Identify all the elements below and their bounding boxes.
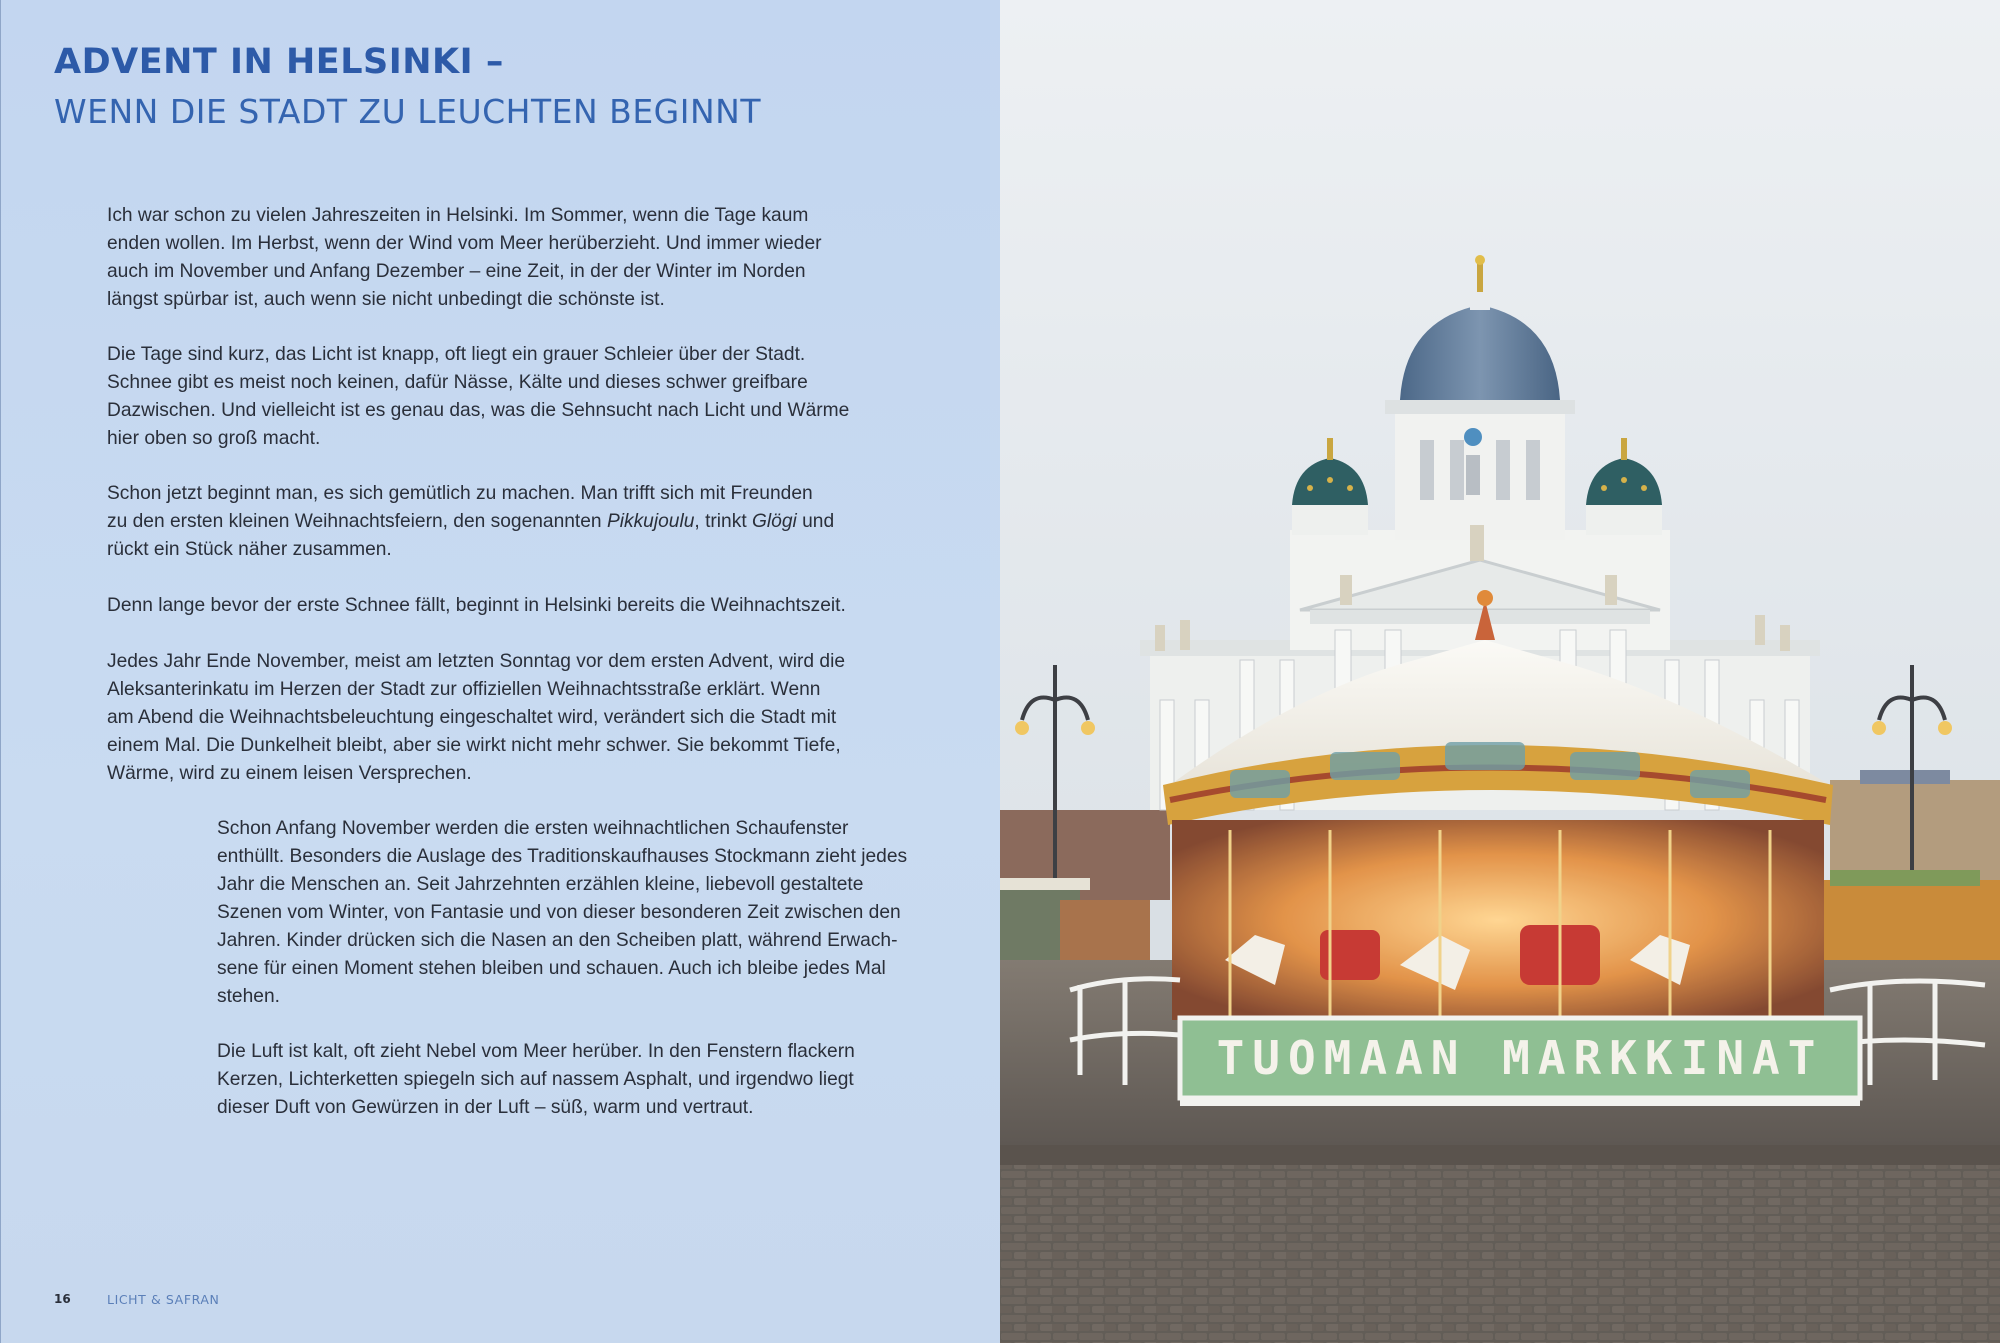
chapter-subtitle: WENN DIE STADT ZU LEUCHTEN BEGINNT: [54, 92, 762, 131]
paragraph-2: Die Tage sind kurz, das Licht ist knapp, oft liegt ein grauer Schleier über der Stadt. Schnee gibt es meist noch keinen, dafür Nässe, Kälte und dieses schwer greifbare Dazwischen. Und vielleicht ist es genau das, was die Sehnsucht nach Licht und Wärme hier oben so groß macht.: [107, 344, 850, 449]
running-footer: LICHT & SAFRAN: [107, 1292, 220, 1307]
paragraph-7: Die Luft ist kalt, oft zieht Nebel vom Meer herüber. In den Fenstern flackern Kerzen, Lichterketten spiegeln sich auf nassem Asphalt, und irgendwo liegt dieser Duft von Gewürzen in der Luft – süß, warm und vertraut.: [217, 1041, 855, 1118]
paragraph-1: Ich war schon zu vielen Jahreszeiten in Helsinki. Im Sommer, wenn die Tage kaum enden wollen. Im Herbst, wenn der Wind vom Meer herüberzieht. Und immer wieder auch im November und Anfang Dezember – eine Zeit, in der der Winter im Norden längst spürbar ist, auch wenn sie nicht unbedingt die schönste ist.: [107, 205, 822, 310]
paragraph-4: Denn lange bevor der erste Schnee fällt, beginnt in Helsinki bereits die Weihnachtszeit.: [107, 595, 846, 616]
paragraph-3: Schon jetzt beginnt man, es sich gemütlich zu machen. Man trifft sich mit Freunden zu den ersten kleinen Weihnachtsfeiern, den sogenannten Pikkujoulu, trinkt Glögi und rückt ein Stück näher zusammen.: [107, 483, 835, 560]
term-pikkujoulu: Pikkujoulu: [606, 511, 695, 532]
photo-page: [1000, 0, 2000, 1343]
chapter-title: ADVENT IN HELSINKI –: [54, 42, 504, 82]
term-gloegi: Glögi: [751, 511, 797, 532]
paragraph-6: Schon Anfang November werden die ersten weihnachtlichen Schaufenster enthüllt. Besonders die Auslage des Traditionskaufhauses Stockmann zieht jedes Jahr die Menschen an. Seit Jahrzehnten erzählen kleine, liebevoll gestaltete Szenen vom Winter, von Fantasie und von dieser besonderen Zeit zwischen den Jahren. Kinder drücken sich die Nasen an den Scheiben platt, während Erwach- sene für einen Moment stehen bleiben und schauen. Auch ich bleibe jedes Mal stehen.: [217, 818, 908, 1007]
market-sign: TUOMAAN MARKKINAT: [1216, 1031, 1824, 1085]
paragraph-5: Jedes Jahr Ende November, meist am letzten Sonntag vor dem ersten Advent, wird die Aleksanterinkatu im Herzen der Stadt zur offiziellen Weihnachtsstraße erklärt. Wenn am Abend die Weihnachtsbeleuchtung eingeschaltet wird, verändert sich die Stadt mit einem Mal. Die Dunkelheit bleibt, aber sie wirkt nicht mehr schwer. Sie bekommt Tiefe, Wärme, wird zu einem leisen Versprechen.: [107, 651, 846, 784]
page-number: 16: [54, 1292, 71, 1306]
cathedral-carousel-photo: [1000, 0, 2000, 1343]
